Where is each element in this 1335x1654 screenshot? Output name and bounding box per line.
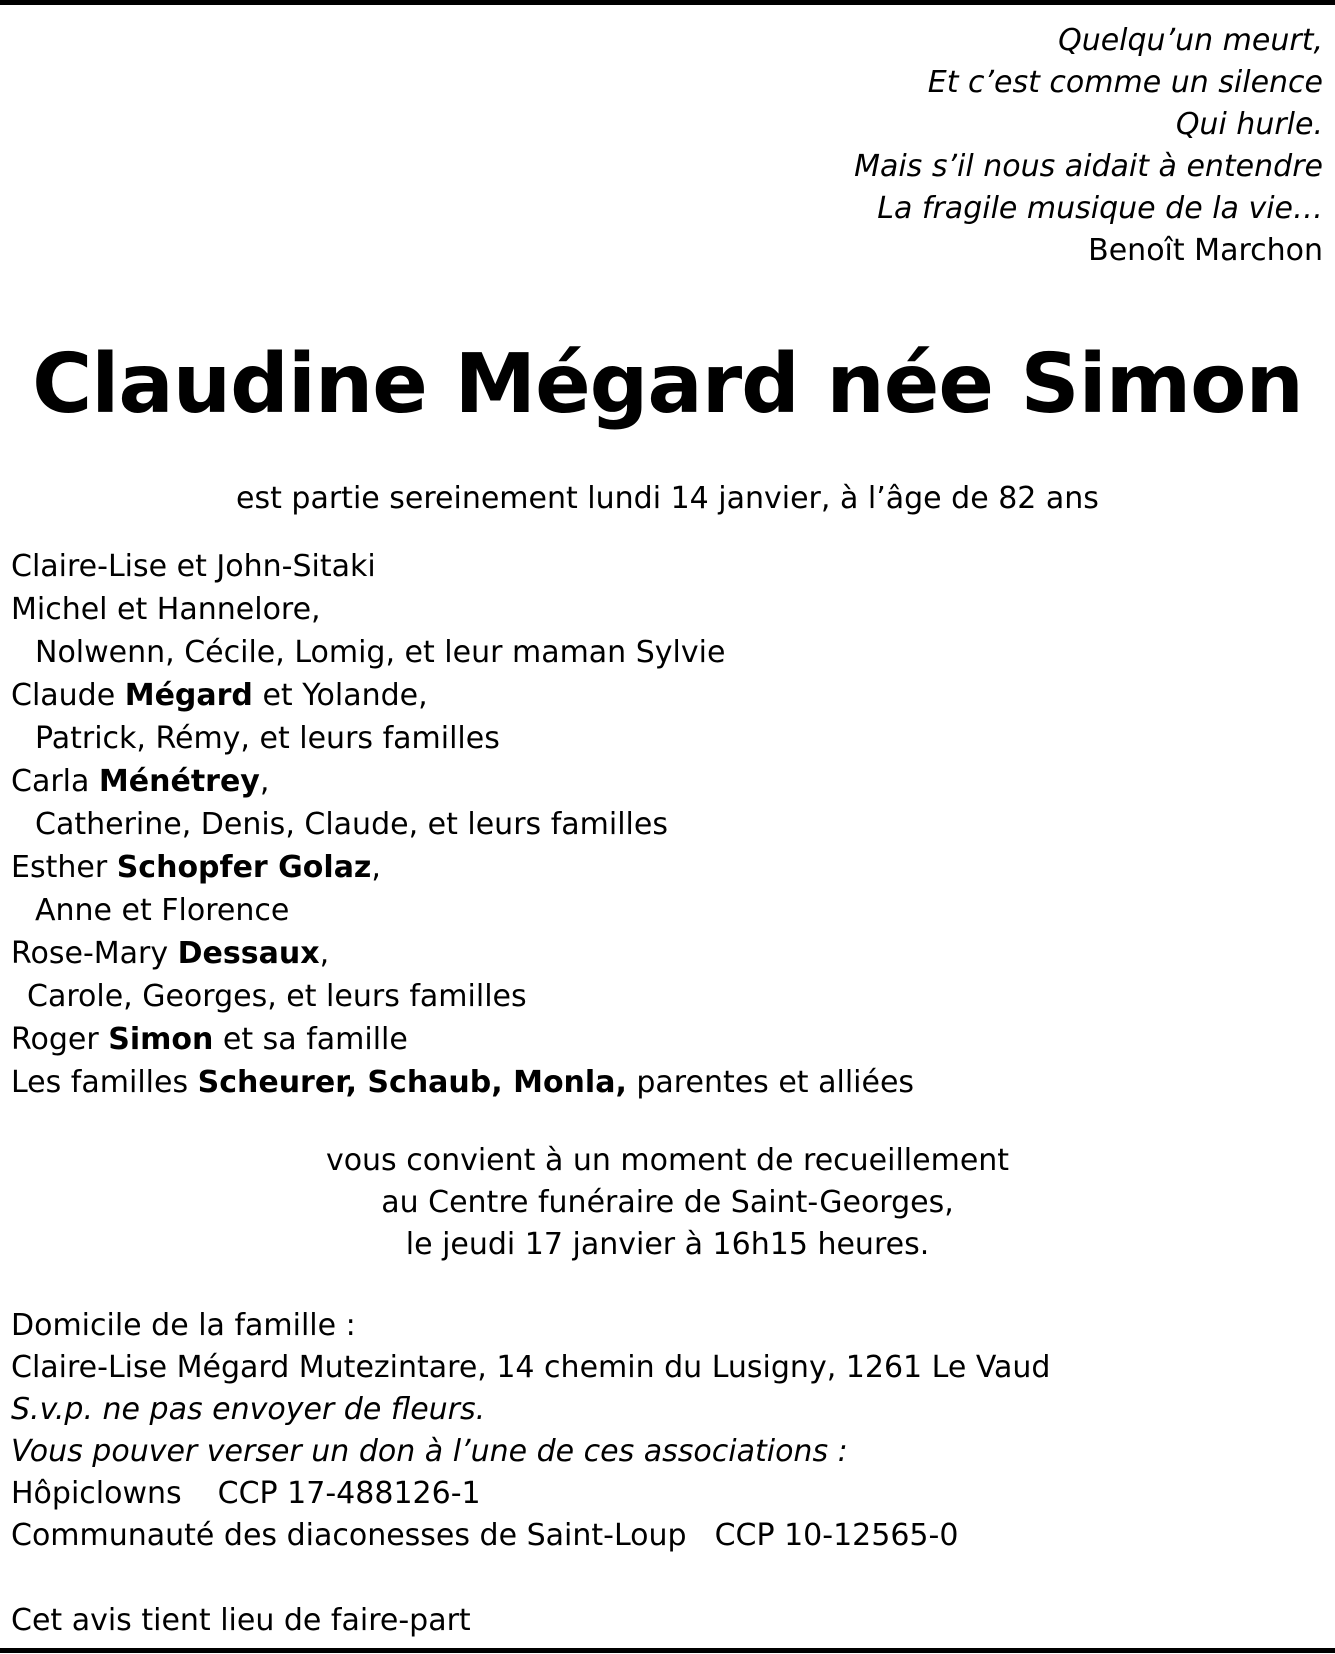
invite-line: au Centre funéraire de Saint-Georges, [381, 1185, 954, 1220]
family-list [11, 545, 914, 1104]
surname: Ménétrey [98, 764, 260, 799]
association-row [11, 1515, 1050, 1557]
surname: Simon [108, 1022, 214, 1057]
family-line [11, 674, 914, 717]
no-flowers-note: S.v.p. ne pas envoyer de fleurs. [11, 1392, 486, 1427]
poem-line: La fragile musique de la vie… [877, 191, 1323, 226]
association-row [11, 1473, 1050, 1515]
first-name: Les familles [11, 1065, 198, 1100]
rest: , [371, 850, 381, 885]
family-line [11, 846, 914, 889]
family-line: Anne et Florence [35, 893, 290, 928]
family-line: Carole, Georges, et leurs familles [27, 979, 527, 1014]
rest: , [319, 936, 330, 971]
donation-note: Vous pouver verser un don à l’une de ces associations : [11, 1434, 848, 1469]
first-name: Esther [11, 850, 117, 885]
ceremony-invitation [0, 1140, 1335, 1266]
top-rule [0, 0, 1335, 5]
rest: parentes et alliées [626, 1065, 915, 1100]
first-name: Roger [11, 1022, 109, 1057]
poem-author: Benoît Marchon [1088, 233, 1323, 268]
first-name: Claude [11, 678, 125, 713]
association-ccp: CCP 17-488126-1 [217, 1476, 481, 1511]
poem-line: Quelqu’un meurt, [1058, 23, 1323, 58]
first-name: Rose-Mary [11, 936, 178, 971]
association-ccp: CCP 10-12565-0 [714, 1518, 959, 1553]
rest: , [259, 764, 270, 799]
family-line [11, 1018, 914, 1061]
bottom-rule [0, 1648, 1335, 1653]
association-name: Hôpiclowns [11, 1476, 182, 1511]
family-line [11, 760, 914, 803]
family-address: Claire-Lise Mégard Mutezintare, 14 chemin du Lusigny, 1261 Le Vaud [11, 1350, 1051, 1385]
family-line: Catherine, Denis, Claude, et leurs familles [35, 807, 668, 842]
poem [854, 20, 1323, 272]
poem-line: Qui hurle. [1175, 107, 1323, 142]
deceased-name: Claudine Mégard née Simon [32, 337, 1303, 432]
rest: et sa famille [213, 1022, 408, 1057]
rest: et Yolande, [252, 678, 428, 713]
invite-line: le jeudi 17 janvier à 16h15 heures. [405, 1227, 930, 1262]
surname: Dessaux [177, 936, 320, 971]
family-line: Michel et Hannelore, [11, 592, 321, 627]
association-name: Communauté des diaconesses de Saint-Loup [11, 1518, 687, 1553]
family-line [11, 932, 914, 975]
invite-line: vous convient à un moment de recueillement [325, 1143, 1010, 1178]
domicile-label: Domicile de la famille : [11, 1308, 356, 1343]
poem-line: Mais s’il nous aidait à entendre [854, 149, 1323, 184]
family-info [11, 1305, 1050, 1557]
family-line [11, 1061, 914, 1104]
surname: Schopfer Golaz [116, 850, 372, 885]
death-announcement: est partie sereinement lundi 14 janvier, à l’âge de 82 ans [236, 481, 1099, 516]
surname: Mégard [124, 678, 253, 713]
surname: Scheurer, Schaub, Monla, [197, 1065, 627, 1100]
family-line: Claire-Lise et John-Sitaki [11, 549, 376, 584]
family-line: Nolwenn, Cécile, Lomig, et leur maman Sylvie [35, 635, 726, 670]
footer-note: Cet avis tient lieu de faire-part [11, 1603, 471, 1638]
first-name: Carla [11, 764, 99, 799]
family-line: Patrick, Rémy, et leurs familles [35, 721, 500, 756]
poem-line: Et c’est comme un silence [927, 65, 1323, 100]
